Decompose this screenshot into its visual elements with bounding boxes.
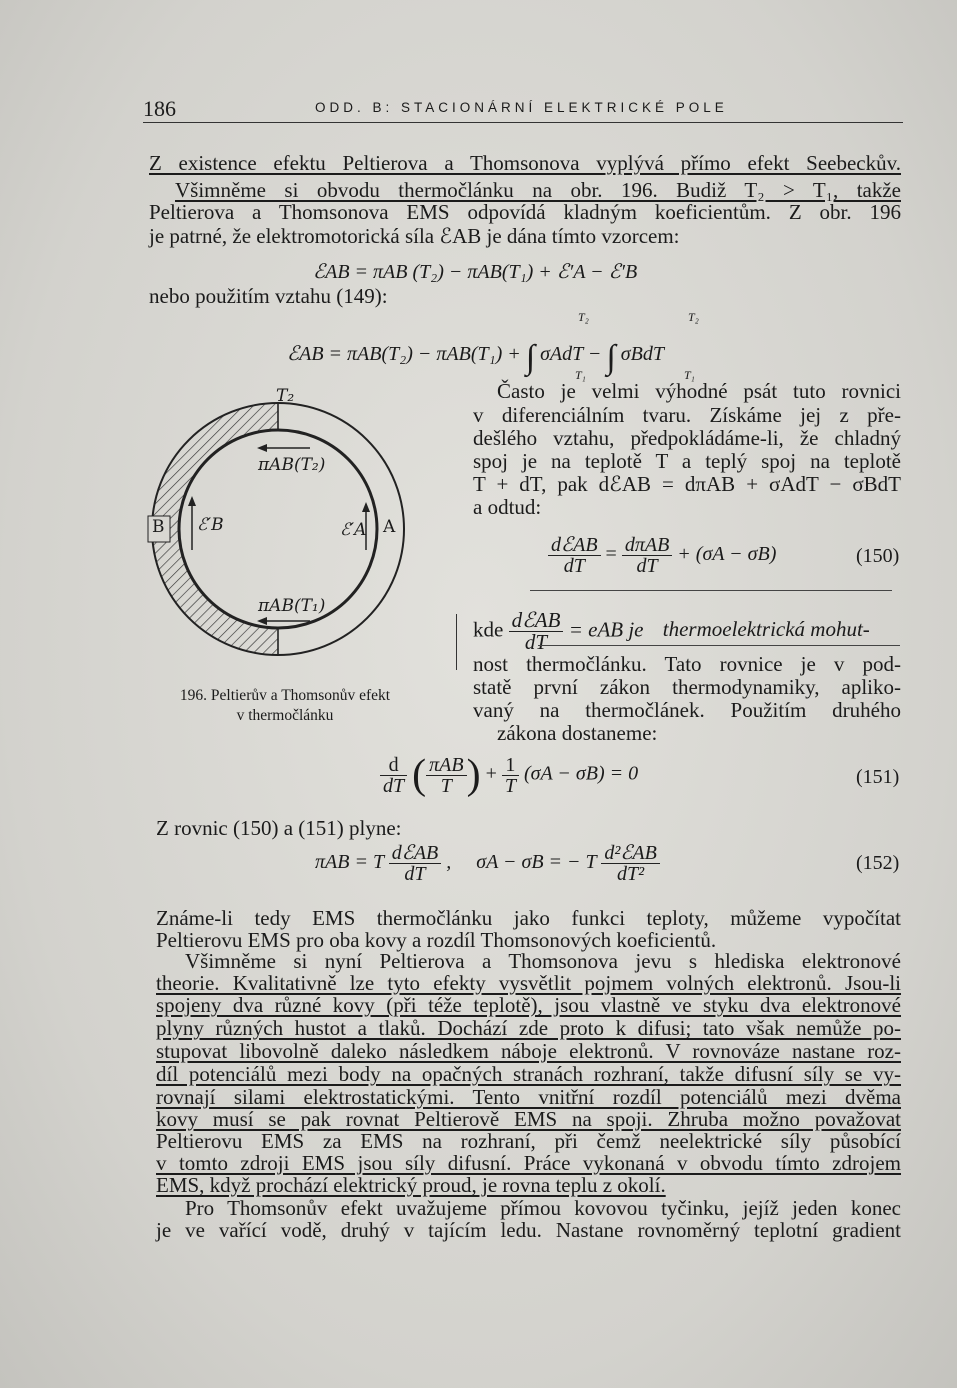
text-line: v tomto zdroji EMS jsou síly difusní. Práce vykonaná v obvodu tímto zdrojem: [156, 1151, 901, 1175]
peltier-t2-arrowhead: [257, 444, 267, 452]
text-line: v diferenciálním tvaru. Získáme jej z pře-: [473, 403, 901, 427]
frac-den: dT: [383, 774, 405, 797]
text-line: dešlého vztahu, předpokládáme-li, že chladný: [473, 426, 901, 450]
frac-den: dT: [524, 630, 548, 654]
integral-sign: ∫: [525, 339, 536, 376]
text-line: vaný na thermočlánek. Použitím druhého: [473, 698, 901, 722]
text-line: spojeny dva různé kovy (při téže teplotě), jsou vlastně ve styku dva elektronové: [156, 993, 901, 1017]
equation-number: (151): [856, 766, 900, 788]
equation-emf-integral: [287, 341, 664, 375]
integral-sign: ∫: [606, 339, 616, 376]
text-line: a odtud:: [473, 495, 542, 519]
frac-num: dℰAB: [509, 610, 564, 632]
header-rule: [143, 122, 903, 123]
text-line: Z existence efektu Peltierova a Thomsonova vyplývá přímo efekt Seebeckův.: [149, 151, 901, 175]
emf-a-arrowhead: [362, 502, 370, 512]
integral-upper-limit: T₂: [688, 310, 699, 324]
peltier-t1-arrowhead: [257, 617, 267, 625]
frac-den: T: [504, 774, 516, 797]
text-line: Všimněme si nyní Peltierova a Thomsonova jevu s hlediska elektronové: [185, 949, 901, 973]
text-line: Z rovnic (150) a (151) plyne:: [156, 816, 402, 840]
page-number: 186: [143, 96, 176, 121]
label-t2: T₂: [276, 386, 295, 406]
text-line: spoj je na teplotě T a teplý spoj na teplotě: [473, 449, 901, 473]
text-line: je patrné, že elektromotorická síla ℰAB je dána tímto vzorcem:: [149, 224, 680, 248]
figure-caption: [150, 686, 420, 726]
label-peltier-t1: πAB(T₁): [258, 596, 326, 616]
frac-num: d²ℰAB: [601, 843, 660, 864]
frac-den: dT: [563, 555, 585, 577]
equation-number: (152): [856, 852, 900, 874]
text-line: díl potenciálů mezi body na opačných stranách rozhraní, takže difusní síly se vy-: [156, 1062, 901, 1086]
frac-num: d: [380, 755, 407, 776]
label-metal-a: A: [383, 517, 396, 537]
label-peltier-t2: πAB(T₂): [258, 455, 326, 475]
frac-num: dπAB: [622, 535, 672, 556]
frac-den: T: [440, 774, 452, 797]
text-line: Známe-li tedy EMS thermočlánku jako funkci teploty, můžeme vypočítat: [156, 906, 901, 930]
equation-152: [315, 843, 660, 884]
eq-mid: , σA − σB = − T: [446, 851, 597, 874]
running-title: ODD. B: STACIONÁRNÍ ELEKTRICKÉ POLE: [315, 100, 728, 115]
pencil-underline: [530, 590, 892, 591]
frac-num: dℰAB: [389, 843, 442, 864]
frac-den: dT: [636, 555, 658, 577]
text-line: EMS, když prochází elektrický proud, je rovna teplu z okolí.: [156, 1173, 666, 1197]
kde-term: thermoelektrická mohut-: [662, 617, 870, 642]
text-line: Všimněme si obvodu thermočlánku na obr. 196. Budiž T₂ > T₁, takže: [175, 178, 901, 202]
kde-tail: = eAB je: [568, 617, 644, 642]
text-line: Peltierovu EMS za EMS na rozhraní, při čemž neelektrické síly působící: [156, 1129, 901, 1153]
eq-integrand-a: σAdT −: [540, 343, 602, 365]
eq-rest: + (σA − σB): [677, 543, 777, 566]
frac-num: πAB: [426, 755, 466, 776]
thermocouple-figure: [140, 380, 460, 680]
text-line: T + dT, pak dℰAB = dπAB + σAdT − σBdT: [473, 472, 901, 496]
frac-den: dT²: [617, 863, 645, 885]
text-line: kovy musí se pak rovnat Peltierově EMS na spoji. Zhruba možno považovat: [156, 1107, 901, 1131]
equation-151: $\frac{d}{dT}$ ( $\frac{\text{πAB}}{T}$ ) + $\frac{1}{T}$ (σA − σB) = 0: [380, 754, 638, 796]
kde-lead: kde: [473, 617, 504, 642]
text-line: Často je velmi výhodné psát tuto rovnici: [497, 379, 901, 403]
equation-150: $\frac{\text{dℰAB}}{dT}$ = $\frac{\text{dπAB}}{dT}$ + (σA − σB): [548, 535, 776, 576]
emf-b-arrowhead: [188, 496, 196, 506]
text-line: plyny různých hustot a tlaků. Dochází zde proto k difusi; tato však nemůže po-: [156, 1016, 901, 1040]
eq-left: πAB = T: [315, 851, 384, 874]
integral-lower-limit: T₁: [575, 368, 586, 382]
kde-line: [473, 610, 870, 653]
text-line: statě první zákon thermodynamiky, apliko-: [473, 675, 901, 699]
label-emf-a: ℰ′A: [340, 520, 367, 540]
eq-integrand-b: σBdT: [620, 343, 664, 365]
eq-rest: (σA − σB) = 0: [523, 762, 639, 785]
equation-number: (150): [856, 545, 900, 567]
label-emf-b: ℰ′B: [197, 515, 224, 535]
text-line: stupovat libovolně daleko následkem náboje elektronů. V rovnováze nastane roz-: [156, 1039, 901, 1063]
label-metal-b: B: [152, 517, 165, 537]
equation-emf: ℰAB = πAB (T₂) − πAB(T₁) + ℰ′A − ℰ′B: [313, 261, 638, 283]
frac-den: dT: [404, 863, 426, 885]
text-line: Peltierovu EMS pro oba kovy a rozdíl Thomsonových koeficientů.: [156, 928, 717, 952]
text-line: nost thermočlánku. Tato rovnice je v pod-: [473, 652, 901, 676]
caption-line: v thermočlánku: [236, 707, 334, 725]
text-line: nebo použitím vztahu (149):: [149, 284, 388, 308]
text-line: theorie. Kvalitativně lze tyto efekty vysvětlit pojmem volných elektronů. Jsou-li: [156, 971, 901, 995]
text-line: zákona dostaneme:: [497, 721, 658, 745]
integral-upper-limit: T₂: [578, 310, 589, 324]
frac-num: dℰAB: [548, 535, 601, 556]
text-line: rovnají silami elektrostatickými. Tento vnitřní rozdíl potenciálů mezi dvěma: [156, 1085, 901, 1109]
pencil-underline: [538, 645, 900, 646]
integral-lower-limit: T₁: [684, 368, 695, 382]
text-line: je ve vařící vodě, druhý v tajícím ledu. Nastane rovnoměrný teplotní gradient: [156, 1218, 901, 1242]
text-line: Pro Thomsonův efekt uvažujeme přímou kovovou tyčinku, jejíž jeden konec: [185, 1196, 901, 1220]
caption-line: 196. Peltierův a Thomsonův efekt: [179, 687, 391, 704]
frac-num: 1: [502, 755, 519, 776]
eq-left: ℰAB = πAB(T₂) − πAB(T₁) +: [287, 343, 521, 365]
text-line: Peltierova a Thomsonova EMS odpovídá kladným koeficientům. Z obr. 196: [149, 200, 901, 224]
